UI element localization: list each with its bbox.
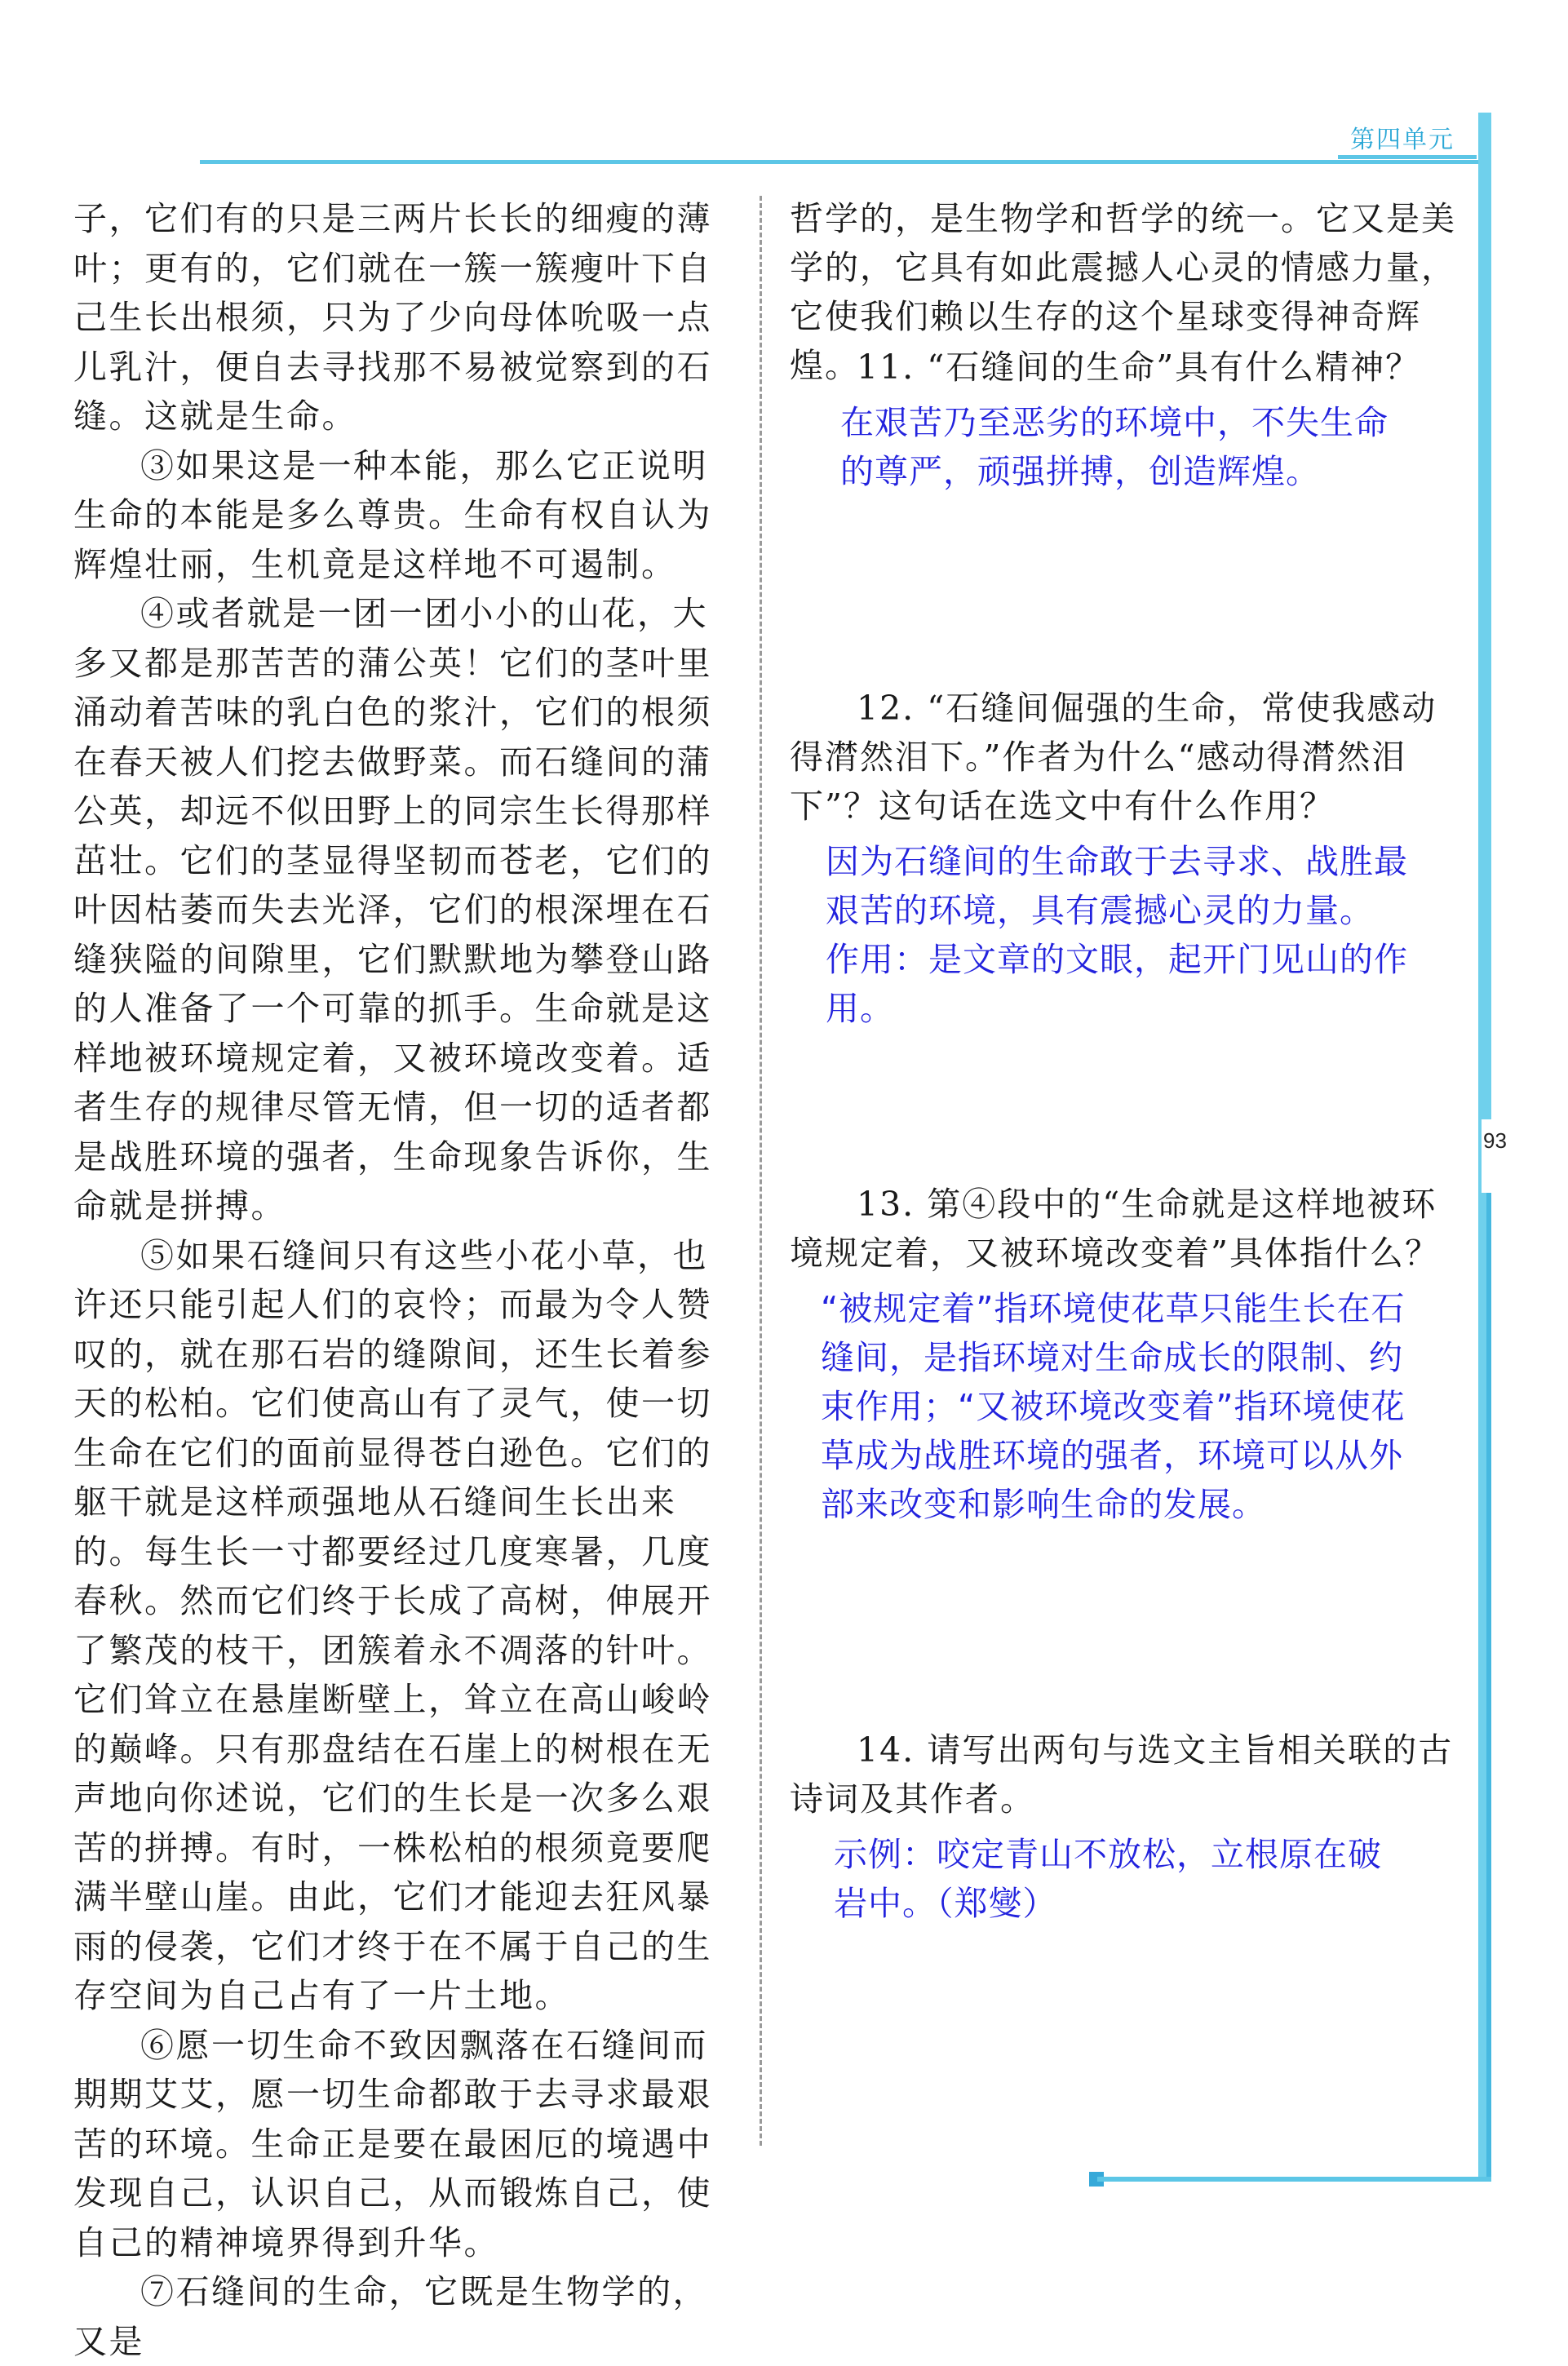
passage-paragraph: 子，它们有的只是三两片长长的细瘦的薄叶；更有的，它们就在一簇一簇瘦叶下自己生长出根须，只为了少向母体吮吸一点儿乳汁，便自去寻找那不易被觉察到的石缝。这就是生命。 xyxy=(73,199,712,436)
column-divider xyxy=(760,196,762,2146)
passage-paragraph: 哲学的，是生物学和哲学的统一。它又是美学的，它具有如此震撼人心灵的情感力量，它使我们赖以生存的这个星球变得神奇辉煌。 xyxy=(790,199,1456,385)
answer-line: 草成为战胜环境的强者，环境可以从外 xyxy=(821,1436,1403,1475)
question-text: 11. “石缝间的生命”具有什么精神？ xyxy=(857,348,1421,387)
answer-line: 艰苦的环境，具有震撼心灵的力量。 xyxy=(826,891,1374,930)
answer-line: 作用：是文章的文眼，起开门见山的作 xyxy=(826,940,1408,979)
passage-column xyxy=(73,194,736,2366)
header-rule xyxy=(200,160,1481,164)
footer-rule xyxy=(1097,2177,1491,2182)
question-block-14 xyxy=(790,1726,1459,1928)
question-text: 14. 请写出两句与选文主旨相关联的古诗词及其作者。 xyxy=(790,1730,1454,1819)
passage-paragraph: ⑥愿一切生命不致因飘落在石缝间而期期艾艾，愿一切生命都敢于去寻求最艰苦的环境。生命正是要在最困厄的境遇中发现自己，认识自己，从而锻炼自己，使自己的精神境界得到升华。 xyxy=(73,2025,712,2262)
passage-paragraph: ⑤如果石缝间只有这些小花小草，也许还只能引起人们的哀怜；而最为令人赞叹的，就在那石岩的缝隙间，还生长着参天的松柏。它们使高山有了灵气，使一切生命在它们的面前显得苍白逊色。它们的躯干就是这样顽强地从石缝间生长出来的。每生长一寸都要经过几度寒暑，几度春秋。然而它们终于长成了高树，伸展开了繁茂的枝干，团簇着永不凋落的针叶。它们耸立在悬崖断壁上，耸立在高山峻岭的巅峰。只有那盘结在石崖上的树根在无声地向你述说，它们的生长是一次多么艰苦的拼搏。有时，一株松柏的根须竟要爬满半壁山崖。由此，它们才能迎去狂风暴雨的侵袭，它们才终于在不属于自己的生存空间为自己占有了一片土地。 xyxy=(73,1235,712,2015)
answer-line: 束作用；“又被环境改变着”指环境使花 xyxy=(821,1387,1406,1426)
passage-paragraph: ③如果这是一种本能，那么它正说明生命的本能是多么尊贵。生命有权自认为辉煌壮丽，生机竟是这样地不可遏制。 xyxy=(73,445,712,584)
answer-line: 在艰苦乃至恶劣的环境中，不失生命 xyxy=(840,403,1389,442)
question-block-12 xyxy=(790,684,1459,1033)
question-block-11 xyxy=(790,343,1459,496)
answer-line: 部来改变和影响生命的发展。 xyxy=(821,1485,1266,1524)
answer-line: 用。 xyxy=(826,989,894,1028)
answer-line: 缝间，是指环境对生命成长的限制、约 xyxy=(821,1338,1403,1377)
unit-title: 第四单元 xyxy=(1350,126,1455,154)
passage-paragraph: ④或者就是一团一团小小的山花，大多又都是那苦苦的蒲公英！它们的茎叶里涌动着苦味的乳白色的浆汁，它们的根须在春天被人们挖去做野菜。而石缝间的蒲公英，却远不似田野上的同宗生长得那样茁壮。它们的茎显得坚韧而苍老，它们的叶因枯萎而失去光泽，它们的根深埋在石缝狭隘的间隙里，它们默默地为攀登山路的人准备了一个可靠的抓手。生命就是这样地被环境规定着，又被环境改变着。适者生存的规律尽管无情，但一切的适者都是战胜环境的强者，生命现象告诉你，生命就是拼搏。 xyxy=(73,594,712,1225)
question-text: 13. 第④段中的“生命就是这样地被环境规定着，又被环境改变着”具体指什么？ xyxy=(790,1185,1440,1273)
question-block-13 xyxy=(790,1180,1459,1529)
answer-line: “被规定着”指环境使花草只能生长在石 xyxy=(821,1289,1406,1328)
question-text: 12. “石缝间倔强的生命，常使我感动得潸然泪下。”作者为什么“感动得潸然泪下”？这句话在选文中有什么作用？ xyxy=(790,689,1437,826)
answer-line: 因为石缝间的生命敢于去寻求、战胜最 xyxy=(826,842,1408,881)
right-margin-bar-inner xyxy=(1486,1126,1491,2177)
answer-line: 岩中。（郑燮） xyxy=(834,1884,1057,1923)
page-number: 93 xyxy=(1483,1128,1507,1153)
passage-paragraph: ⑦石缝间的生命，它既是生物学的，又是 xyxy=(73,2272,708,2361)
answer-line: 的尊严，顽强拼搏，创造辉煌。 xyxy=(840,452,1320,491)
answer-line: 示例：咬定青山不放松，立根原在破 xyxy=(834,1835,1382,1874)
